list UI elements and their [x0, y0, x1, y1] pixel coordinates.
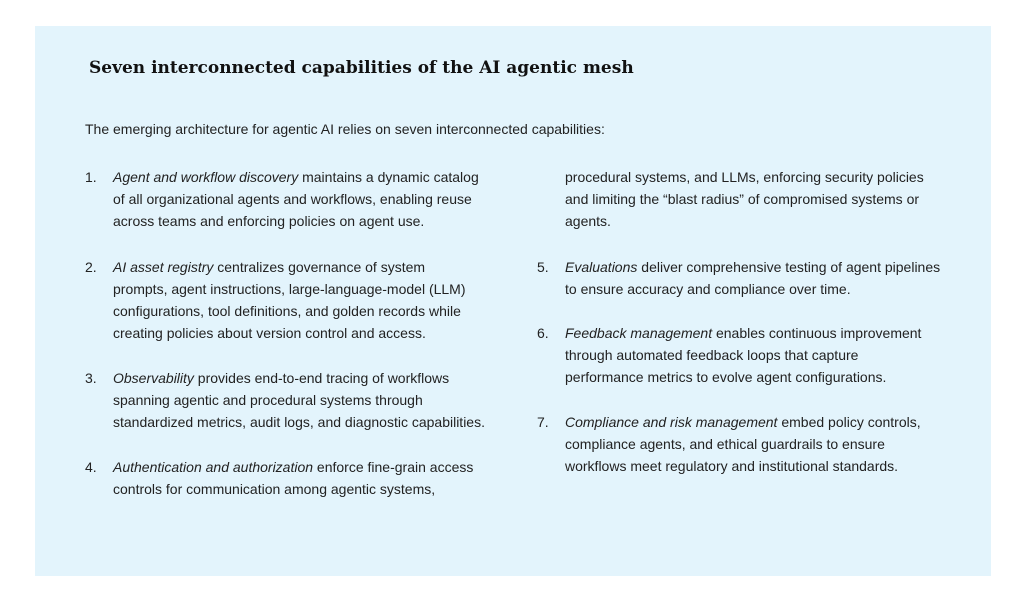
item-line: compliance agents, and ethical guardrails to ensure	[565, 436, 885, 452]
item-line: Observability provides end-to-end tracing of workflows	[113, 370, 450, 386]
item-line: of all organizational agents and workflows, enabling reuse	[113, 191, 472, 207]
item-number: 6.	[537, 325, 549, 341]
item-line: workflows meet regulatory and institutional standards.	[565, 458, 899, 474]
item-number: 7.	[537, 414, 549, 430]
item-term: Feedback management	[565, 325, 713, 341]
item-line: across teams and enforcing policies on agent use.	[113, 213, 425, 229]
item-number: 4.	[85, 459, 97, 475]
item-term: Evaluations	[565, 259, 638, 275]
item-line: Agent and workflow discovery maintains a dynamic catalog	[113, 169, 479, 185]
item-line: standardized metrics, audit logs, and diagnostic capabilities.	[113, 414, 485, 430]
item-term: Compliance and risk management	[565, 414, 778, 430]
item-line: to ensure accuracy and compliance over time.	[565, 281, 851, 297]
item-line: performance metrics to evolve agent configurations.	[565, 369, 887, 385]
item-line: spanning agentic and procedural systems through	[113, 392, 423, 408]
item-line: Feedback management enables continuous improvement	[565, 325, 922, 341]
item-line: creating policies about version control and access.	[113, 325, 426, 341]
item-term: AI asset registry	[113, 259, 214, 275]
item-number: 5.	[537, 259, 549, 275]
item-line: through automated feedback loops that capture	[565, 347, 859, 363]
item-number: 1.	[85, 169, 97, 185]
item-line: Authentication and authorization enforce fine-grain access	[113, 459, 474, 475]
item-line: procedural systems, and LLMs, enforcing security policies	[565, 169, 924, 185]
item-number: 3.	[85, 370, 97, 386]
panel-title: Seven interconnected capabilities of the AI agentic mesh	[89, 58, 634, 78]
intro-text: The emerging architecture for agentic AI relies on seven interconnected capabilities:	[85, 121, 605, 137]
item-line: agents.	[565, 213, 611, 229]
item-line: prompts, agent instructions, large-language-model (LLM)	[113, 281, 466, 297]
item-line: Evaluations deliver comprehensive testing of agent pipelines	[565, 259, 941, 275]
item-line: controls for communication among agentic systems,	[113, 481, 436, 497]
item-line: configurations, tool definitions, and golden records while	[113, 303, 461, 319]
item-term: Observability	[113, 370, 194, 386]
item-line: and limiting the “blast radius” of compromised systems or	[565, 191, 920, 207]
item-term: Agent and workflow discovery	[113, 169, 299, 185]
item-term: Authentication and authorization	[113, 459, 314, 475]
item-number: 2.	[85, 259, 97, 275]
item-line: AI asset registry centralizes governance of system	[113, 259, 426, 275]
item-line: Compliance and risk management embed policy controls,	[565, 414, 921, 430]
